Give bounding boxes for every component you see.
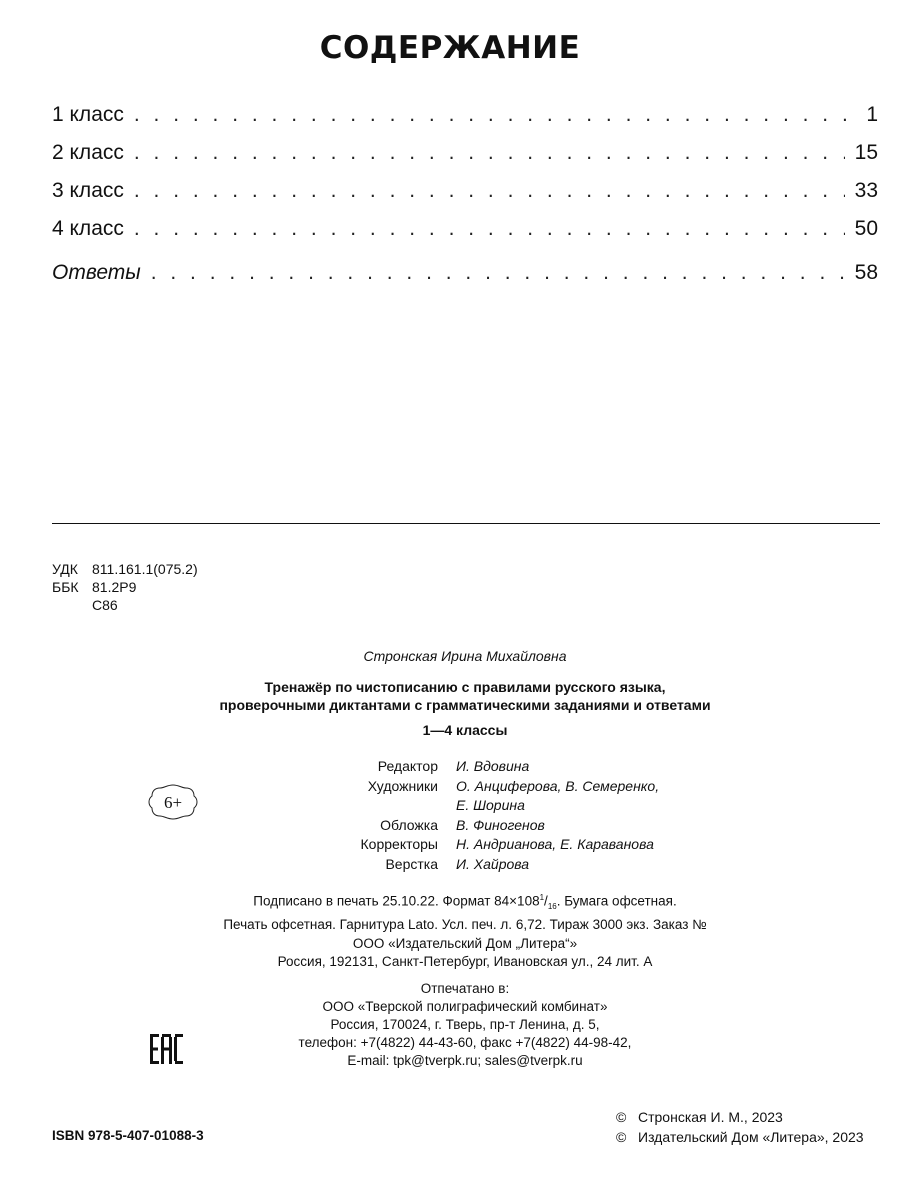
credit-role: Корректоры [360,836,438,853]
code-value: 811.161.1(075.2) [92,561,198,577]
printer-line: телефон: +7(4822) 44-43-60, факс +7(4822) 44-98-42, [298,1035,632,1050]
format-fraction-numerator: 1 [539,893,545,902]
format-fraction-slash: / [544,893,548,909]
credit-row [300,796,659,816]
book-title [0,678,900,714]
toc-page-number: 50 [854,217,878,240]
format-fraction-denominator: 16 [547,902,557,912]
publisher-info [0,935,900,971]
credit-name: О. Анциферова, В. Семеренко, [456,777,660,794]
age-rating-text: 6+ [163,793,183,812]
code-row-bbk [52,578,198,596]
printer-line: Отпечатано в: [420,981,510,996]
credit-role: Редактор [377,758,438,774]
publisher-line: ООО «Издательский Дом „Литера“» [352,936,578,951]
toc-label: 1 класс [52,103,124,126]
imprint-text: Подписано в печать 25.10.22. Формат 84×108 [253,893,540,909]
toc-entry-grade-2[interactable] [52,141,878,179]
toc-label: 4 класс [52,217,124,240]
credit-name: Н. Андрианова, Е. Караванова [456,836,654,853]
printer-line: E-mail: tpk@tverpk.ru; sales@tverpk.ru [347,1053,583,1068]
copyright-symbol-icon: © [616,1109,627,1125]
credit-name: И. Хайрова [456,855,530,872]
credit-role: Верстка [385,855,438,872]
credit-row [300,757,659,777]
printer-line: Россия, 170024, г. Тверь, пр-т Ленина, д. 5, [330,1017,600,1032]
page-title: СОДЕРЖАНИЕ [319,30,581,66]
imprint-details [0,889,900,934]
imprint-text: . Бумага офсетная. [556,893,677,909]
printer-line: ООО «Тверской полиграфический комбинат» [322,999,608,1014]
imprint-line-2: Печать офсетная. Гарнитура Lato. Усл. печ. л. 6,72. Тираж 3000 экз. Заказ № [223,917,707,933]
copyright-row [616,1128,864,1148]
toc-leader-dots [134,179,845,203]
credit-role: Художники [367,777,438,794]
credit-name: Е. Шорина [456,797,525,814]
toc-entry-grade-3[interactable] [52,179,878,217]
credit-row [300,835,659,855]
toc-leader-dots [134,217,845,241]
credit-role [300,796,456,816]
toc-label: Ответы [52,261,141,284]
toc-page-number: 1 [866,103,878,126]
toc-label: 3 класс [52,179,124,202]
code-key: УДК [52,561,78,577]
copyright-text: Стронская И. М., 2023 [638,1109,783,1125]
toc-label: 2 класс [52,141,124,164]
toc-entry-grade-4[interactable] [52,217,878,255]
copyright-symbol-icon: © [616,1128,627,1145]
code-key: ББК [52,579,79,595]
copyright-text: Издательский Дом «Литера», 2023 [638,1128,864,1145]
eac-certification-icon [149,1032,184,1066]
toc-page-number: 15 [854,141,878,164]
code-value: С86 [92,597,118,613]
printer-info [0,980,900,1070]
toc-entry-answers[interactable] [52,261,878,299]
toc-page-number: 58 [854,261,878,284]
toc-entry-grade-1[interactable] [52,103,878,141]
credit-row [300,855,659,875]
credit-row [300,816,659,836]
table-of-contents [52,103,878,299]
toc-page-number: 33 [854,179,878,202]
credit-name: В. Финогенов [456,816,545,833]
isbn-number: ISBN 978-5-407-01088-3 [52,1128,204,1143]
publisher-line: Россия, 192131, Санкт-Петербург, Ивановская ул., 24 лит. А [277,954,653,969]
code-row-author-mark [52,596,198,614]
code-row-udk [52,560,198,578]
age-rating-badge-icon [146,782,200,822]
toc-leader-dots [134,141,845,165]
classification-codes [52,560,198,614]
toc-leader-dots [134,103,856,127]
section-divider [52,523,880,524]
copyright-notices [616,1108,864,1147]
credit-name: И. Вдовина [456,758,530,774]
credits-list [300,757,659,875]
code-value: 81.2Р9 [92,579,137,595]
copyright-row [616,1108,864,1128]
grades-label: 1—4 классы [422,722,508,738]
book-title-line: Тренажёр по чистописанию с правилами русского языка, [264,679,666,695]
author-name: Стронская Ирина Михайловна [363,648,567,664]
book-title-line: проверочными диктантами с грамматическими заданиями и ответами [219,697,711,713]
imprint-line-1 [0,889,900,916]
code-key [52,596,92,614]
credit-role: Обложка [380,816,438,833]
credit-row [300,777,659,797]
toc-leader-dots [151,261,845,285]
